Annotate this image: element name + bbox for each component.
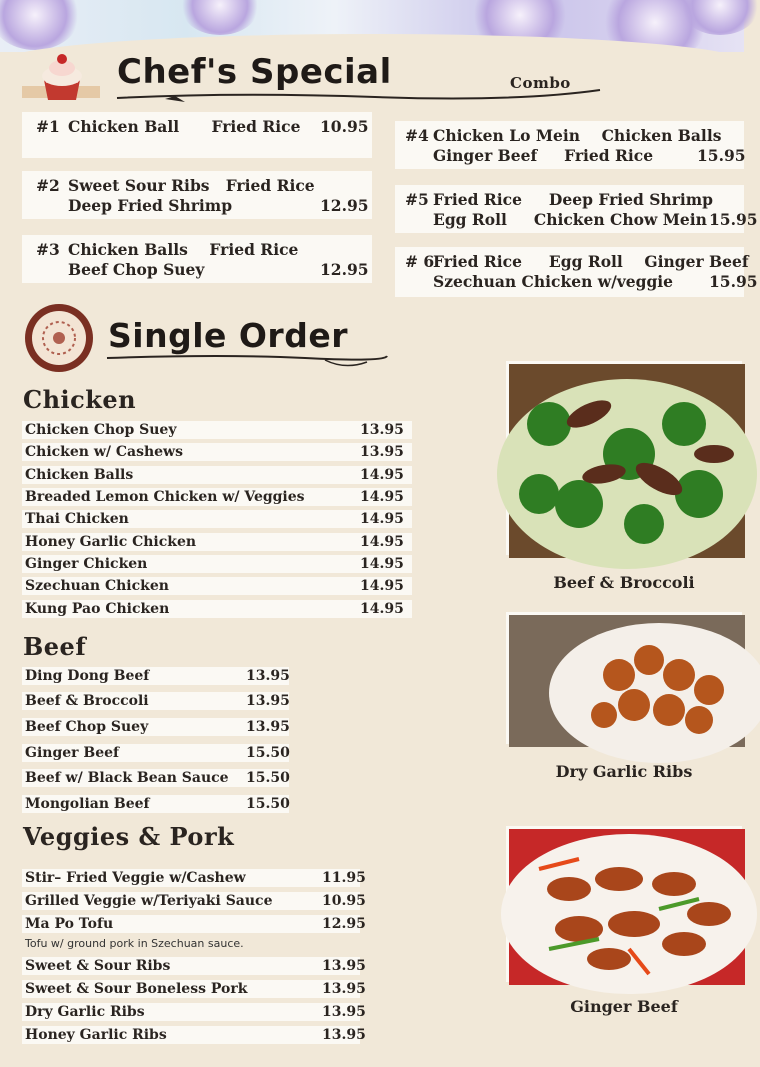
beef-broccoli-photo <box>506 361 742 555</box>
menu-item-name: Honey Garlic Ribs <box>25 1027 167 1043</box>
menu-item-name: Sweet & Sour Ribs <box>25 958 171 974</box>
combo-line: Fried Rice Egg Roll Ginger Beef <box>433 252 749 271</box>
menu-item-name: Kung Pao Chicken <box>25 601 170 617</box>
menu-item-price: 14.95 <box>360 534 404 550</box>
menu-item-name: Chicken Chop Suey <box>25 422 177 438</box>
menu-item <box>22 466 412 484</box>
menu-item-name: Chicken w/ Cashews <box>25 444 183 460</box>
menu-item <box>22 443 412 461</box>
menu-item-name: Stir– Fried Veggie w/Cashew <box>25 870 246 886</box>
menu-item <box>22 769 289 787</box>
combo-item <box>22 235 372 283</box>
menu-item-name: Sweet & Sour Boneless Pork <box>25 981 248 997</box>
menu-item <box>22 980 366 998</box>
menu-item-price: 14.95 <box>360 489 404 505</box>
menu-item <box>22 1026 366 1044</box>
combo-line: Szechuan Chicken w/veggie <box>433 272 674 291</box>
combo-number: # 6 <box>405 252 435 271</box>
chefs-special-title: Chef's Special <box>117 52 392 92</box>
combo-line: Chicken Lo Mein Chicken Balls <box>433 126 722 145</box>
combo-line: Egg Roll Chicken Chow Mein <box>433 210 707 229</box>
menu-item-price: 14.95 <box>360 578 404 594</box>
combo-number: #4 <box>405 126 429 145</box>
menu-item <box>22 488 412 506</box>
menu-item-price: 14.95 <box>360 467 404 483</box>
menu-item-price: 14.95 <box>360 511 404 527</box>
menu-item <box>22 510 412 528</box>
dry-garlic-ribs-photo <box>506 612 742 744</box>
menu-item-price: 13.95 <box>322 981 366 997</box>
menu-item <box>22 744 289 762</box>
combo-line: Sweet Sour Ribs Fried Rice <box>68 176 315 195</box>
single-order-title: Single Order <box>108 316 348 355</box>
title-underline <box>105 350 390 372</box>
menu-item-price: 15.50 <box>246 745 290 761</box>
combo-number: #5 <box>405 190 429 209</box>
chicken-heading: Chicken <box>23 385 137 414</box>
menu-item-name: Beef & Broccoli <box>25 693 149 709</box>
combo-price: 12.95 <box>320 196 369 215</box>
menu-item-price: 14.95 <box>360 556 404 572</box>
combo-line: Deep Fried Shrimp <box>68 196 233 215</box>
menu-item-price: 13.95 <box>322 1004 366 1020</box>
menu-item-name: Szechuan Chicken <box>25 578 169 594</box>
menu-item <box>22 600 412 618</box>
menu-item-price: 11.95 <box>322 870 366 886</box>
photo-caption: Dry Garlic Ribs <box>555 762 693 781</box>
menu-item-name: Dry Garlic Ribs <box>25 1004 145 1020</box>
menu-item-price: 13.95 <box>322 958 366 974</box>
menu-item-price: 15.50 <box>246 796 290 812</box>
menu-item-price: 12.95 <box>322 916 366 932</box>
menu-item-name: Ginger Chicken <box>25 556 148 572</box>
combo-line: Ginger Beef Fried Rice <box>433 146 654 165</box>
beef-heading: Beef <box>23 632 87 661</box>
ginger-beef-photo <box>506 826 742 982</box>
photo-caption: Beef & Broccoli <box>553 573 695 592</box>
combo-item <box>22 112 372 158</box>
menu-item-price: 13.95 <box>246 693 290 709</box>
menu-item <box>22 718 289 736</box>
veggies-pork-heading: Veggies & Pork <box>23 822 235 851</box>
menu-item-name: Beef Chop Suey <box>25 719 149 735</box>
menu-item-name: Thai Chicken <box>25 511 129 527</box>
menu-item <box>22 577 412 595</box>
ma-po-tofu-note: Tofu w/ ground pork in Szechuan sauce. <box>25 937 244 950</box>
menu-item-name: Chicken Balls <box>25 467 134 483</box>
combo-price: 15.95 <box>697 146 746 165</box>
combo-item <box>395 185 758 233</box>
combo-number: #2 <box>36 176 60 195</box>
menu-item-name: Beef w/ Black Bean Sauce <box>25 770 229 786</box>
combo-line: Beef Chop Suey <box>68 260 205 279</box>
combo-number: #3 <box>36 240 60 259</box>
menu-item-price: 13.95 <box>360 422 404 438</box>
menu-item <box>22 667 289 685</box>
combo-price: 10.95 <box>320 117 369 136</box>
menu-item-price: 10.95 <box>322 893 366 909</box>
menu-item-name: Mongolian Beef <box>25 796 150 812</box>
menu-item-price: 13.95 <box>360 444 404 460</box>
menu-item <box>22 795 289 813</box>
combo-price: 12.95 <box>320 260 369 279</box>
combo-number: #1 <box>36 117 60 136</box>
cupcake-icon <box>22 50 102 105</box>
photo-caption: Ginger Beef <box>570 997 678 1016</box>
menu-item <box>22 692 289 710</box>
menu-item <box>22 957 366 975</box>
menu-item-price: 14.95 <box>360 601 404 617</box>
menu-item <box>22 421 412 439</box>
menu-item-name: Ma Po Tofu <box>25 916 114 932</box>
combo-item <box>395 121 744 169</box>
menu-item <box>22 533 412 551</box>
combo-line: Chicken Ball Fried Rice <box>68 117 301 136</box>
menu-item <box>22 869 366 887</box>
menu-item-name: Ginger Beef <box>25 745 120 761</box>
menu-item-name: Honey Garlic Chicken <box>25 534 197 550</box>
menu-item-price: 13.95 <box>246 668 290 684</box>
combo-price: 15.95 <box>709 210 758 229</box>
plate-icon <box>20 302 98 374</box>
combo-line: Fried Rice Deep Fried Shrimp <box>433 190 713 209</box>
menu-item-price: 13.95 <box>246 719 290 735</box>
menu-item-name: Grilled Veggie w/Teriyaki Sauce <box>25 893 273 909</box>
combo-label: Combo <box>510 74 571 92</box>
menu-item <box>22 1003 366 1021</box>
combo-price: 15.95 <box>709 272 758 291</box>
combo-item <box>395 247 758 297</box>
menu-item <box>22 892 366 910</box>
menu-item-price: 13.95 <box>322 1027 366 1043</box>
menu-item-name: Breaded Lemon Chicken w/ Veggies <box>25 489 305 505</box>
menu-item <box>22 915 366 933</box>
menu-item-name: Ding Dong Beef <box>25 668 150 684</box>
combo-item <box>22 171 372 219</box>
combo-line: Chicken Balls Fried Rice <box>68 240 299 259</box>
menu-item-price: 15.50 <box>246 770 290 786</box>
menu-item <box>22 555 412 573</box>
